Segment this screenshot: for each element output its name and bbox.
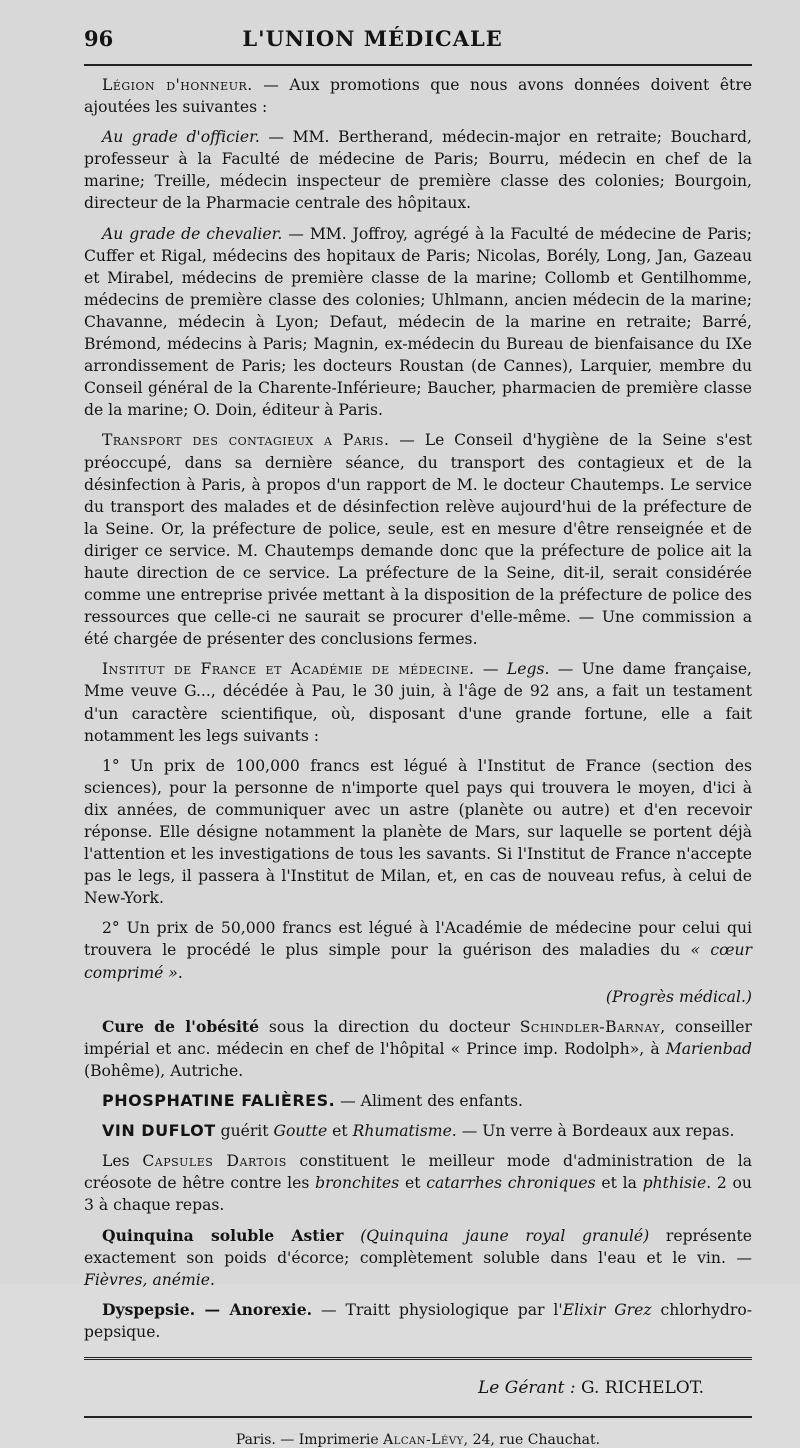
ad-vin-duflot bbox=[84, 1120, 752, 1142]
duflot-label: VIN DUFLOT bbox=[102, 1121, 216, 1141]
institut-paragraph: Institut de France et Académie de médecine. — Legs. — Une dame française, Mme veuve G..., décédée à Pau, le 30 juin, à l'âge de 92 ans, a fait un testament d'un caractère scientifique, où, disposant d'une grande fortune, elle a fait notamment les legs suivants : bbox=[84, 660, 753, 745]
obesite-text-1: sous la direction du docteur bbox=[259, 1017, 520, 1036]
institut-heading: Institut de France et Académie de médecine. bbox=[102, 660, 475, 679]
obesite-text-3: (Bohême), Autriche. bbox=[84, 1061, 244, 1080]
dartois-text-4: . 2 ou 3 à chaque repas. bbox=[84, 1174, 752, 1215]
gerant-name: G. RICHELOT. bbox=[575, 1377, 704, 1398]
imprint-rule bbox=[84, 1416, 752, 1418]
quinquina-fievres: Fièvres, anémie. bbox=[84, 1270, 215, 1289]
legs-item-1: 1° Un prix de 100,000 francs est légué à l'Institut de France (section des sciences), pour la personne de n'importe quel pays qui trouvera le moyen, d'ici à dix années, de communiquer avec un astre (planète ou autre) et d'en recevoir réponse. Elle désigne notamment la planète de Mars, sur laquelle se portent déjà l'attention et les investigations de tous les savants. Si l'Institut de France n'accepte pas le legs, il passera à l'Institut de Milan, et, en cas de nouveau refus, à celui de New-York. bbox=[84, 756, 752, 908]
imprint-address: , 24, rue Chauchat. bbox=[463, 1431, 601, 1448]
duflot-goutte: Goutte bbox=[273, 1122, 328, 1141]
imprint-line bbox=[84, 1432, 752, 1448]
dartois-text-2: et bbox=[399, 1174, 427, 1193]
legs-item-2-end: . bbox=[177, 963, 183, 982]
dartois-pre: Les bbox=[102, 1152, 143, 1171]
dartois-text-1: constituent le meilleur mode d'administration de la créosote de hêtre contre les bbox=[84, 1152, 752, 1193]
institut-intro: — Une dame française, Mme veuve G..., décédée à Pau, le 30 juin, à l'âge de 92 ans, a fait un testament d'un caractère scientifique, où, disposant d'une grande fortune, elle a fait notamment les legs suivants : bbox=[84, 660, 753, 745]
duflot-et: et bbox=[327, 1122, 353, 1141]
legion-intro-text: — Aux promotions que nous avons données doivent être ajoutées les suivantes : bbox=[84, 76, 753, 117]
obesite-text-2: , conseiller impérial et anc. médecin en chef de l'hôpital « Prince imp. Rodolph», à bbox=[84, 1017, 752, 1058]
ad-phosphatine bbox=[84, 1090, 752, 1112]
running-title: L'UNION MÉDICALE bbox=[242, 26, 503, 51]
page-number: 96 bbox=[84, 26, 114, 51]
dartois-text-3: et la bbox=[595, 1174, 643, 1193]
quinquina-label: Quinquina soluble Astier bbox=[102, 1225, 344, 1245]
legs-label: Legs. bbox=[506, 660, 550, 679]
footer-double-rule bbox=[84, 1357, 752, 1360]
gerant-line bbox=[84, 1378, 704, 1398]
dartois-bronchites: bronchites bbox=[315, 1174, 400, 1193]
article-body bbox=[84, 74, 752, 1343]
officer-text: — MM. Bertherand, médecin-major en retraite; Bouchard, professeur à la Faculté de médecine de Paris; Bourru, médecin en chef de la marine; Treille, médecin inspecteur de première classe des colonies; Bourgoin, directeur de la Pharmacie centrale des hôpitaux. bbox=[84, 128, 752, 213]
dartois-phthisie: phthisie bbox=[642, 1174, 707, 1193]
legion-knight-paragraph bbox=[84, 223, 752, 422]
transport-heading: Transport des contagieux a Paris. bbox=[102, 431, 390, 450]
duflot-text-2: . — Un verre à Bordeaux aux repas. bbox=[451, 1122, 735, 1141]
obesite-doctor: Schindler-Barnay bbox=[519, 1017, 661, 1036]
quinquina-paren: (Quinquina jaune royal granulé) bbox=[343, 1226, 650, 1245]
phosphatine-label: PHOSPHATINE FALIÈRES. bbox=[102, 1091, 336, 1111]
ad-dyspepsie bbox=[84, 1299, 752, 1343]
dartois-label: Capsules Dartois bbox=[142, 1152, 287, 1171]
ad-quinquina bbox=[84, 1225, 752, 1291]
quinquina-text: représente exactement son poids d'écorce; complètement soluble dans l'eau et le vin. — bbox=[84, 1226, 753, 1267]
transport-paragraph bbox=[84, 429, 752, 650]
transport-text: — Le Conseil d'hygiène de la Seine s'est préoccupé, dans sa dernière séance, du transport des contagieux et de la désinfection à Paris, à propos d'un rapport de M. le docteur Chautemps. Le service du transport des malades et de désinfection relève aujourd'hui de la préfecture de la Seine. Or, la préfecture de police, seule, est en mesure d'être renseignée et de diriger ce service. M. Chautemps demande donc que la préfecture de police ait la haute direction de ce service. La préfecture de la Seine, dit-il, serait considérée comme une entreprise privée mettant à la disposition de la préfecture de police des ressources que celle-ci ne saurait se procurer d'elle-même. — Une commission a été chargée de présenter des conclusions fermes. bbox=[84, 431, 752, 649]
legs-item-2 bbox=[84, 917, 752, 983]
imprint-city: Paris. — Imprimerie bbox=[235, 1431, 384, 1448]
phosphatine-text: — Aliment des enfants. bbox=[335, 1092, 523, 1111]
dyspepsie-text-1: — Traitt physiologique par l' bbox=[312, 1300, 563, 1319]
legion-intro bbox=[84, 74, 752, 118]
gerant-label: Le Gérant : bbox=[478, 1377, 576, 1398]
knight-text: — MM. Joffroy, agrégé à la Faculté de médecine de Paris; Cuffer et Rigal, médecins des hopitaux de Paris; Nicolas, Borély, Long, Jan, Gazeau et Mirabel, médecins de première classe de la marine; Collomb et Gentilhomme, médecins de première classe des colonies; Uhlmann, ancien médecin de la marine; Chavanne, médecin à Lyon; Defaut, médecin de la marine en retraite; Barré, Brémond, médecins à Paris; Magnin, ex-médecin du Bureau de bienfaisance du IXe arrondissement de Paris; les docteurs Roustan (de Cannes), Larquier, membre du Conseil général de la Charente-Inférieure; Baucher, pharmacien de première classe de la marine; O. Doin, éditeur à Paris. bbox=[84, 224, 752, 420]
legion-heading: Légion d'honneur. bbox=[102, 76, 253, 94]
source-citation: (Progrès médical.) bbox=[605, 987, 752, 1006]
legion-officer-paragraph bbox=[84, 126, 752, 214]
duflot-rhumatisme: Rhumatisme bbox=[352, 1122, 452, 1141]
obesite-label: Cure de l'obésité bbox=[102, 1016, 260, 1036]
imprint-printer: Alcan-Lévy bbox=[383, 1431, 464, 1448]
dyspepsie-elixir: Elixir Grez bbox=[562, 1300, 652, 1319]
header-rule bbox=[84, 64, 752, 66]
obesite-place: Marienbad bbox=[665, 1039, 752, 1058]
knight-label: Au grade de chevalier. bbox=[102, 224, 283, 243]
ad-capsules-dartois bbox=[84, 1150, 752, 1216]
page-header bbox=[84, 26, 752, 60]
officer-label: Au grade d'officier. bbox=[102, 128, 260, 147]
dyspepsie-text-2: chlorhydro-pepsique. bbox=[84, 1300, 753, 1341]
dyspepsie-label: Dyspepsie. — Anorexie. bbox=[102, 1299, 313, 1319]
legs-item-2-text: 2° Un prix de 50,000 francs est légué à l'Académie de médecine pour celui qui trouvera le procédé le plus simple pour la guérison des maladies du bbox=[84, 919, 752, 960]
dartois-catarrhes: catarrhes chroniques bbox=[426, 1174, 596, 1193]
duflot-text-1: guérit bbox=[215, 1122, 274, 1141]
legs-item-2-quote: « cœur comprimé » bbox=[84, 941, 752, 982]
ad-obesite bbox=[84, 1016, 752, 1082]
